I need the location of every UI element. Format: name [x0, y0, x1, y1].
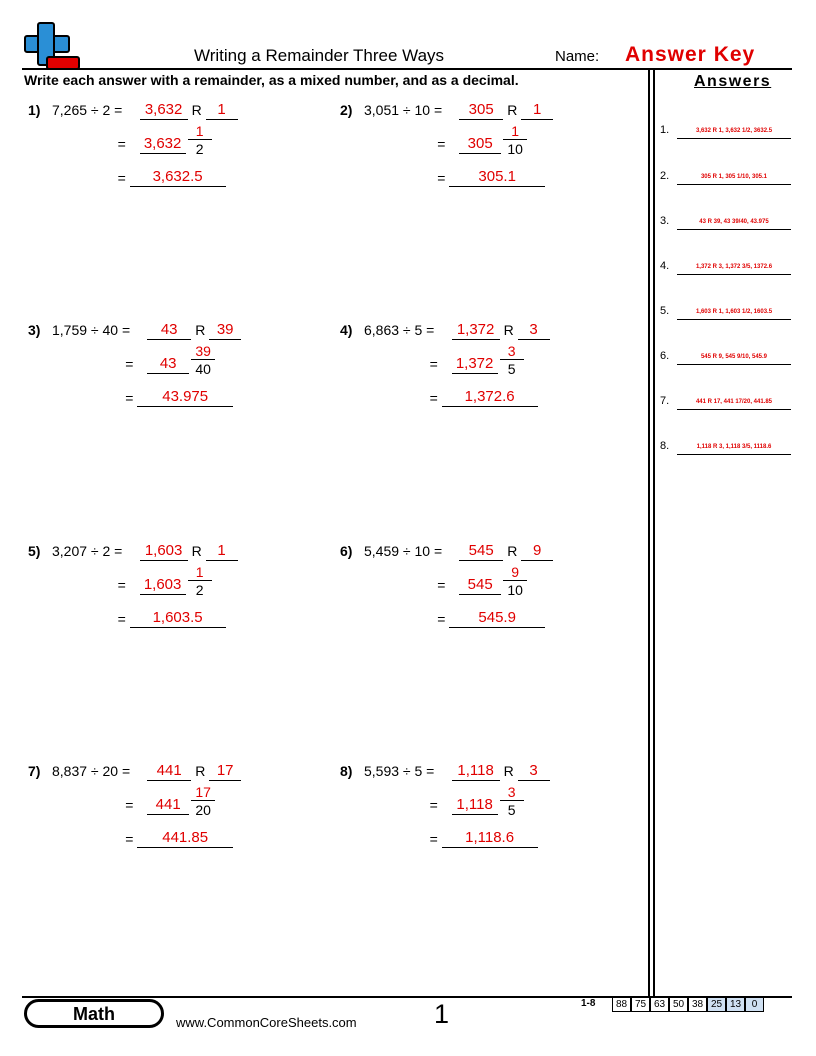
equals-sign: = — [125, 831, 134, 847]
answer-number: 1. — [660, 124, 670, 136]
answer-line: 3,632 R 1, 3,632 1/2, 3632.5 — [677, 125, 791, 139]
remainder-r-label: R — [195, 322, 206, 338]
problem-number: 4) — [340, 322, 353, 338]
division-expression: 6,863 ÷ 5 = — [364, 322, 435, 338]
whole-number-blank: 43 — [147, 354, 189, 374]
equals-sign: = — [437, 611, 446, 627]
answer-number: 5. — [660, 305, 670, 317]
equals-sign: = — [429, 390, 438, 406]
score-cell: 63 — [650, 997, 669, 1012]
fraction-denominator: 40 — [195, 361, 211, 377]
equals-sign: = — [429, 356, 438, 372]
remainder-r-label: R — [195, 763, 206, 779]
divider-right — [653, 68, 655, 996]
fraction-numerator: 39 — [191, 343, 215, 360]
division-expression: 5,593 ÷ 5 = — [364, 763, 435, 779]
score-cell: 13 — [726, 997, 745, 1012]
answer-line: 1,372 R 3, 1,372 3/5, 1372.6 — [677, 261, 791, 275]
decimal-blank: 441.85 — [137, 828, 233, 848]
decimal-blank: 3,632.5 — [130, 167, 226, 187]
quotient-blank: 305 — [459, 100, 503, 120]
score-cell: 50 — [669, 997, 688, 1012]
remainder-blank: 3 — [518, 320, 550, 340]
remainder-blank: 3 — [518, 761, 550, 781]
equals-sign: = — [429, 831, 438, 847]
fraction-denominator: 5 — [507, 361, 516, 377]
remainder-blank: 17 — [209, 761, 241, 781]
score-cell: 88 — [612, 997, 631, 1012]
equals-sign: = — [117, 136, 126, 152]
whole-number-blank: 441 — [147, 795, 189, 815]
division-expression: 1,759 ÷ 40 = — [52, 322, 131, 338]
score-cell: 25 — [707, 997, 726, 1012]
remainder-r-label: R — [503, 322, 514, 338]
decimal-blank: 1,118.6 — [442, 828, 538, 848]
fraction-numerator: 17 — [191, 784, 215, 801]
quotient-blank: 3,632 — [140, 100, 188, 120]
equals-sign: = — [429, 797, 438, 813]
answer-number: 2. — [660, 170, 670, 182]
fraction-numerator: 3 — [500, 784, 524, 801]
whole-number-blank: 1,372 — [452, 354, 498, 374]
answer-key-label: Answer Key — [625, 43, 756, 66]
remainder-blank: 39 — [209, 320, 241, 340]
fraction-denominator: 2 — [195, 582, 204, 598]
problem-number: 8) — [340, 763, 353, 779]
quotient-blank: 1,372 — [452, 320, 500, 340]
answer-line: 441 R 17, 441 17/20, 441.85 — [677, 396, 791, 410]
remainder-blank: 1 — [206, 100, 238, 120]
equals-sign: = — [125, 797, 134, 813]
quotient-blank: 441 — [147, 761, 191, 781]
answer-number: 8. — [660, 440, 670, 452]
header-rule — [22, 68, 792, 70]
name-label: Name: — [555, 48, 600, 65]
fraction-denominator: 5 — [507, 802, 516, 818]
quotient-blank: 1,118 — [452, 761, 500, 781]
fraction-denominator: 2 — [195, 141, 204, 157]
whole-number-blank: 1,603 — [140, 575, 186, 595]
score-range-label: 1-8 — [581, 998, 596, 1009]
whole-number-blank: 305 — [459, 134, 501, 154]
equals-sign: = — [437, 577, 446, 593]
fraction-denominator: 20 — [195, 802, 211, 818]
decimal-blank: 1,372.6 — [442, 387, 538, 407]
equals-sign: = — [117, 170, 126, 186]
decimal-blank: 1,603.5 — [130, 608, 226, 628]
score-cell: 75 — [631, 997, 650, 1012]
equals-sign: = — [117, 611, 126, 627]
remainder-r-label: R — [503, 763, 514, 779]
decimal-blank: 545.9 — [449, 608, 545, 628]
site-url: www.CommonCoreSheets.com — [176, 1015, 357, 1030]
division-expression: 3,207 ÷ 2 = — [52, 543, 123, 559]
problem-number: 6) — [340, 543, 353, 559]
division-expression: 3,051 ÷ 10 = — [364, 102, 443, 118]
decimal-blank: 43.975 — [137, 387, 233, 407]
fraction-numerator: 3 — [500, 343, 524, 360]
page-number: 1 — [434, 999, 450, 1029]
whole-number-blank: 1,118 — [452, 795, 498, 815]
remainder-blank: 1 — [206, 541, 238, 561]
subject-badge: Math — [24, 999, 164, 1028]
score-cell: 38 — [688, 997, 707, 1012]
remainder-r-label: R — [507, 102, 518, 118]
problem-number: 2) — [340, 102, 353, 118]
remainder-r-label: R — [507, 543, 518, 559]
score-cell: 0 — [745, 997, 764, 1012]
answer-line: 305 R 1, 305 1/10, 305.1 — [677, 171, 791, 185]
division-expression: 5,459 ÷ 10 = — [364, 543, 443, 559]
divider-left — [648, 68, 650, 996]
instructions: Write each answer with a remainder, as a mixed number, and as a decimal. — [24, 72, 519, 88]
remainder-r-label: R — [191, 543, 202, 559]
fraction-numerator: 1 — [188, 564, 212, 581]
problem-number: 1) — [28, 102, 41, 118]
fraction-numerator: 9 — [503, 564, 527, 581]
answer-line: 1,118 R 3, 1,118 3/5, 1118.6 — [677, 441, 791, 455]
quotient-blank: 1,603 — [140, 541, 188, 561]
answer-line: 545 R 9, 545 9/10, 545.9 — [677, 351, 791, 365]
problem-number: 7) — [28, 763, 41, 779]
equals-sign: = — [117, 577, 126, 593]
answer-line: 43 R 39, 43 39/40, 43.975 — [677, 216, 791, 230]
quotient-blank: 43 — [147, 320, 191, 340]
fraction-denominator: 10 — [507, 141, 523, 157]
fraction-denominator: 10 — [507, 582, 523, 598]
answers-heading: Answers — [694, 73, 772, 90]
remainder-blank: 9 — [521, 541, 553, 561]
remainder-r-label: R — [191, 102, 202, 118]
answer-number: 7. — [660, 395, 670, 407]
problem-number: 5) — [28, 543, 41, 559]
remainder-blank: 1 — [521, 100, 553, 120]
division-expression: 8,837 ÷ 20 = — [52, 763, 131, 779]
equals-sign: = — [125, 390, 134, 406]
whole-number-blank: 3,632 — [140, 134, 186, 154]
answer-line: 1,603 R 1, 1,603 1/2, 1603.5 — [677, 306, 791, 320]
division-expression: 7,265 ÷ 2 = — [52, 102, 123, 118]
problem-number: 3) — [28, 322, 41, 338]
equals-sign: = — [125, 356, 134, 372]
equals-sign: = — [437, 136, 446, 152]
whole-number-blank: 545 — [459, 575, 501, 595]
decimal-blank: 305.1 — [449, 167, 545, 187]
answer-number: 4. — [660, 260, 670, 272]
equals-sign: = — [437, 170, 446, 186]
worksheet-title: Writing a Remainder Three Ways — [194, 46, 445, 65]
fraction-numerator: 1 — [503, 123, 527, 140]
fraction-numerator: 1 — [188, 123, 212, 140]
quotient-blank: 545 — [459, 541, 503, 561]
answer-number: 6. — [660, 350, 670, 362]
answer-number: 3. — [660, 215, 670, 227]
